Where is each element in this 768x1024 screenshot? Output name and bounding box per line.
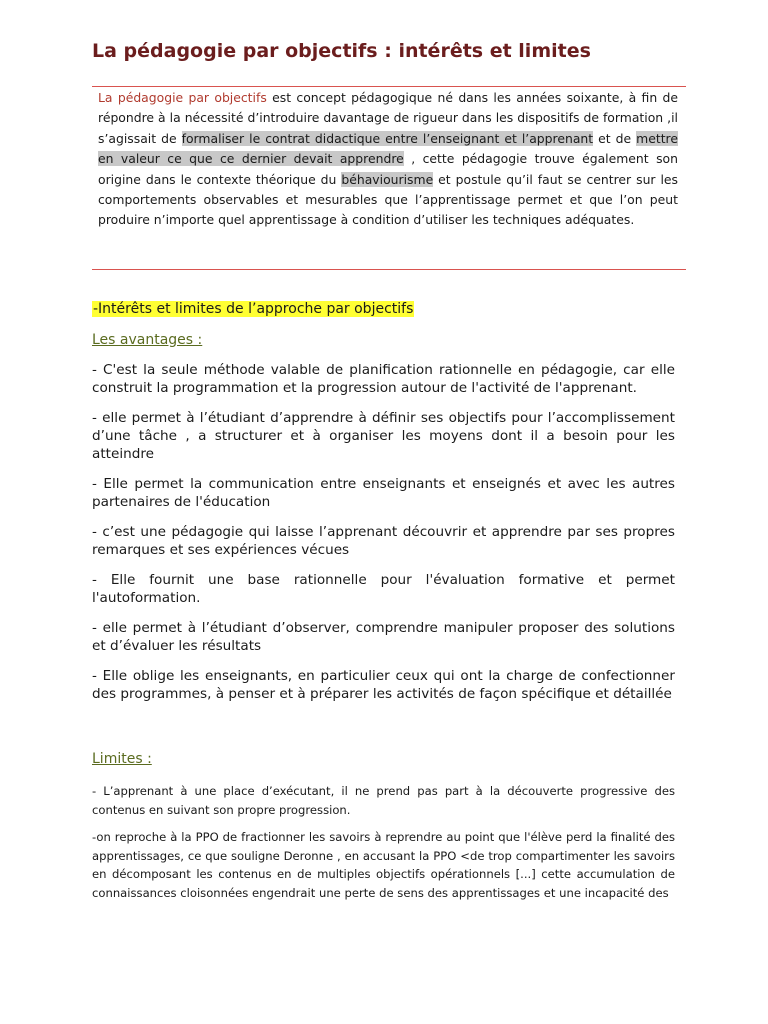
page-title: La pédagogie par objectifs : intérêts et limites [92,40,591,62]
advantages-heading: Les avantages : [92,332,203,348]
advantage-item: - C'est la seule méthode valable de planification rationnelle en pédagogie, car elle construit la programmation et la progression autour de l'activité de l'apprenant. [92,362,675,396]
limits-heading: Limites : [92,751,152,767]
intro-highlight-3: béhaviourisme [341,171,434,187]
top-divider [92,86,686,87]
advantage-item: - c’est une pédagogie qui laisse l’apprenant découvrir et apprendre par ses propres remarques et ses expériences vécues [92,524,675,558]
advantage-item: - elle permet à l’étudiant d’apprendre à définir ses objectifs pour l’accomplissement d’une tâche , a structurer et à organiser les moyens dont il a besoin pour les atteindre [92,410,675,462]
advantage-item: - Elle oblige les enseignants, en particulier ceux qui ont la charge de confectionner des programmes, à penser et à préparer les activités de façon spécifique et détaillée [92,668,675,702]
limit-item: -on reproche à la PPO de fractionner les savoirs à reprendre au point que l'élève perd la finalité des apprentissages, ce que souligne Deronne , en accusant la PPO <de trop compartimenter les savoirs en décomposant les contenus en de multiples objectifs opérationnels [...] cette accumulation de connaissances cloisonnées engendrait une perte de sens des apprentissages et une incapacité des [92,830,675,900]
limits-list [92,782,675,911]
intro-paragraph [98,88,678,231]
intro-text-1: est concept pédagogique né dans les années soixante, à fin de répondre à la nécessité d’introduire davantage de rigueur dans les dispositifs de formation ,il s’agissait de [98,90,678,146]
advantage-item: - elle permet à l’étudiant d’observer, comprendre manipuler proposer des solutions et d’évaluer les résultats [92,620,675,654]
intro-term: La pédagogie par objectifs [98,90,267,105]
intro-text-3: , cette pédagogie trouve également son origine dans le contexte théorique du [98,151,678,187]
intro-highlight-2: mettre en valeur ce que ce dernier devait apprendre [98,130,678,167]
advantage-item: - Elle fournit une base rationnelle pour l'évaluation formative et permet l'autoformation. [92,572,675,606]
advantage-item: - Elle permet la communication entre enseignants et enseignés et avec les autres partenaires de l'éducation [92,476,675,510]
section-heading: -Intérêts et limites de l’approche par objectifs [93,301,414,317]
bottom-divider [92,269,686,270]
intro-text-4: et postule qu’il faut se centrer sur les comportements observables et mesurables que l’apprentissage permet et que l’on peut produire n’importe quel apprentissage à condition d’utiliser les techniques adéquates. [98,171,678,228]
intro-text-2: et de [593,130,637,146]
advantages-list [92,361,675,715]
limit-item: - L’apprenant à une place d’exécutant, il ne prend pas part à la découverte progressive des contenus en suivant son propre progression. [92,784,675,817]
intro-highlight-1: formaliser le contrat didactique entre l’enseignant et l’apprenant [181,130,594,146]
